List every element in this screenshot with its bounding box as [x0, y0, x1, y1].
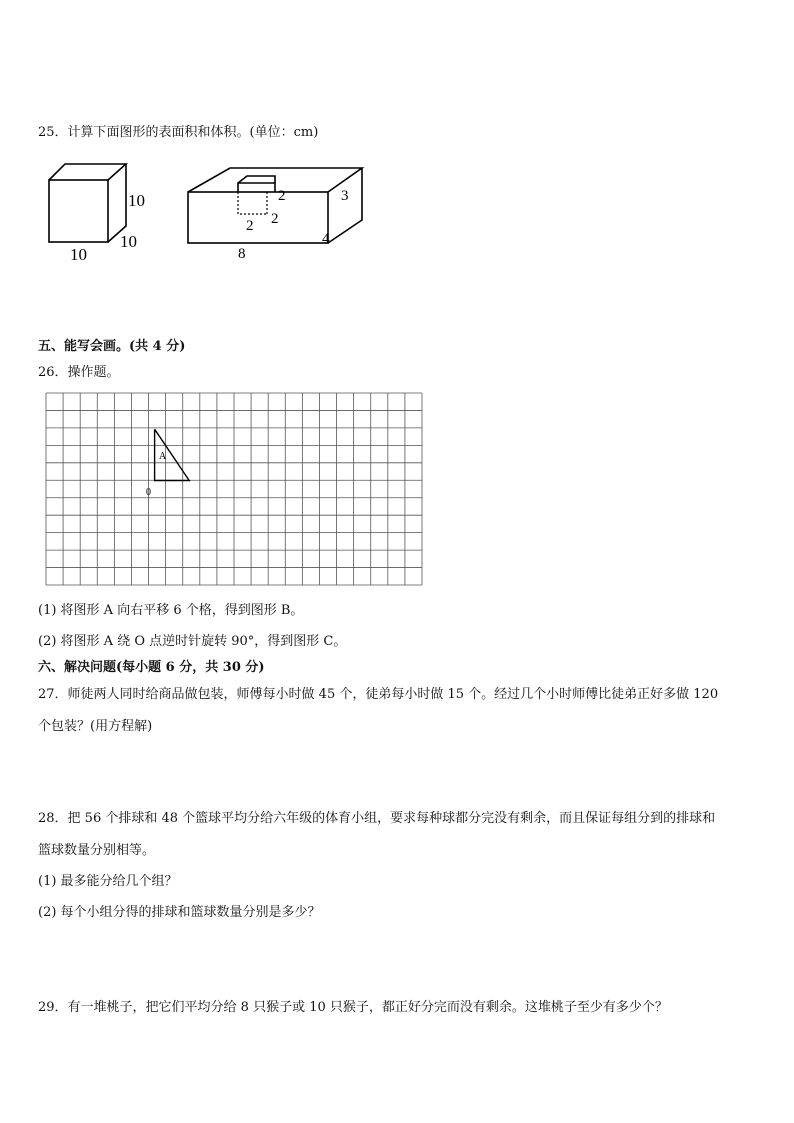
hole-label-depth: 2: [271, 211, 279, 227]
hole-label-width: 2: [246, 218, 254, 234]
cuboid-length-label: 8: [238, 246, 246, 262]
q29-text: 29．有一堆桃子，把它们平均分给 8 只猴子或 10 只猴子，都正好分完而没有剩余。这堆桃子至少有多少个？: [38, 1000, 668, 1015]
cuboid-height-label: 3: [341, 188, 349, 204]
cube-edge-right-label: 10: [128, 191, 145, 210]
q27-line2: 个包装？(用方程解): [38, 719, 153, 734]
point-o-label: 0: [146, 487, 151, 498]
q28-sub1: (1) 最多能分给几个组？: [38, 874, 178, 889]
q25-text: 25．计算下面图形的表面积和体积。(单位：cm): [38, 125, 319, 140]
shape-a-label: A: [159, 451, 167, 462]
grid-figure: [46, 393, 426, 588]
q28-line1: 28．把 56 个排球和 48 个篮球平均分给六年级的体育小组，要求每种球都分完没有剩余，而且保证每组分到的排球和: [38, 811, 716, 826]
q27-line1: 27．师徒两人同时给商品做包装，师傅每小时做 45 个，徒弟每小时做 15 个。经过几个小时师傅比徒弟正好多做 120: [38, 687, 719, 702]
q28-line2: 篮球数量分别相等。: [38, 843, 156, 858]
cuboid-width-label: 4: [322, 231, 330, 247]
cube-edge-bottom-label: 10: [70, 245, 87, 264]
cube-edge-depth-label: 10: [120, 232, 137, 251]
q26-sub1: (1) 将图形 A 向右平移 6 个格，得到图形 B。: [38, 603, 304, 618]
cuboid-figure: [180, 158, 370, 268]
cube-figure: [40, 158, 200, 268]
hole-label-right: 2: [278, 188, 286, 204]
q28-sub2: (2) 每个小组分得的排球和篮球数量分别是多少？: [38, 905, 321, 920]
section6-title: 六、解决问题(每小题 6 分，共 30 分): [38, 660, 265, 675]
q26-sub2: (2) 将图形 A 绕 O 点逆时针旋转 90°，得到图形 C。: [38, 634, 347, 649]
section5-title: 五、能写会画。(共 4 分): [38, 339, 186, 354]
q26-text: 26．操作题。: [38, 365, 120, 380]
